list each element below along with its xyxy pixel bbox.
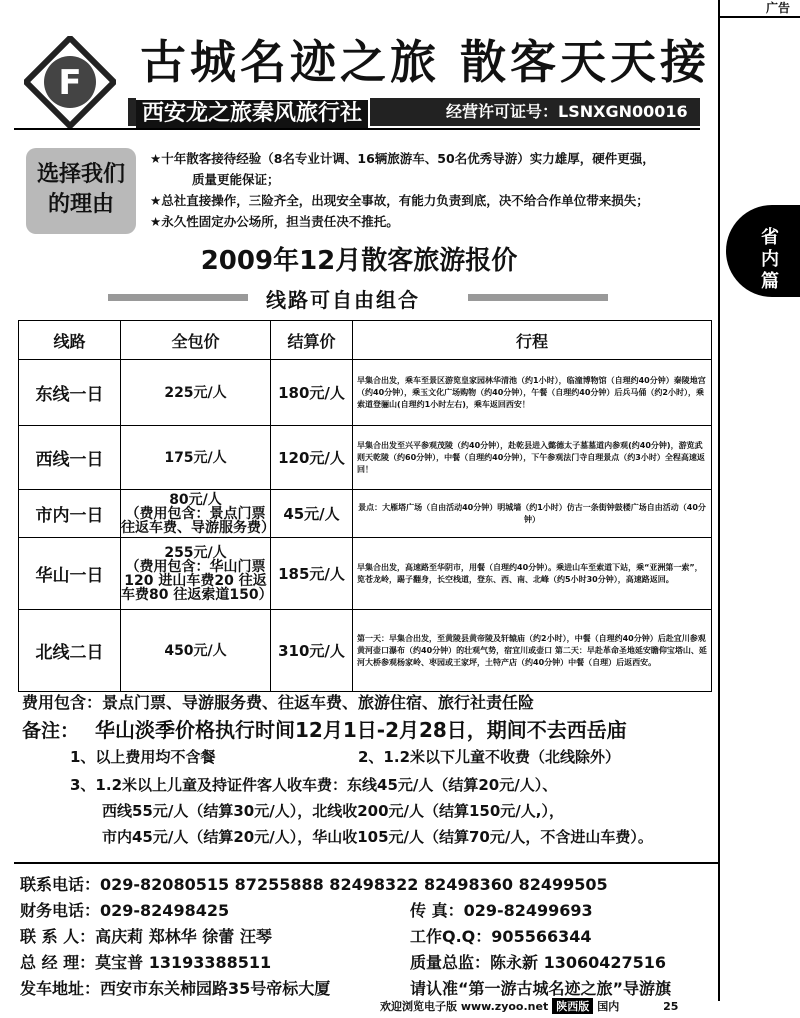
agency-name: 西安龙之旅秦风旅行社 [136, 98, 370, 130]
page-number: 25 [663, 1000, 679, 1013]
table-row [19, 426, 712, 490]
fax-number: 029-82499693 [463, 901, 593, 920]
route-name: 市内一日 [19, 490, 121, 538]
itinerary: 早集合出发至兴平参观茂陵（约40分钟），赴乾县进入懿德太子墓墓道内参观(约40分钟)，游览武则天乾陵（约60分钟），中餐（自理约40分钟），下午参观法门寺自理景点（约3小时）全程高速返回！ [353, 426, 712, 490]
route-name: 西线一日 [19, 426, 121, 490]
reason-item: ★十年散客接待经验（8名专业计调、16辆旅游车、50名优秀导游）实力雄厚，硬件更强， [150, 151, 655, 166]
remark-line [22, 714, 627, 743]
itinerary: 第一天：早集合出发，至黄陵县黄帝陵及轩辕庙（约2小时），中餐（自理约40分钟）后赴宜川参观黄河壶口瀑布（约40分钟）的壮观气势，宿宜川或壶口 第二天：早赴革命圣地延安瞻仰宝塔山、延河大桥参观杨家岭、枣园或王家坪，土特产店（约40分钟）中餐（自理）后返西安。 [353, 610, 712, 692]
reason-item: 质量更能保证； [192, 172, 280, 187]
footer [380, 998, 718, 1018]
qq-label: 工作Q.Q： [410, 927, 492, 946]
route-name: 北线二日 [19, 610, 121, 692]
slogan: 请认准“第一游古城名迹之旅”导游旗 [410, 979, 672, 998]
quality-label: 质量总监： [410, 953, 491, 972]
note-item: 2、1.2米以下儿童不收费（北线除外） [358, 748, 621, 766]
footer-brand: 陕西版 [552, 998, 593, 1014]
tab-char: 篇 [761, 271, 779, 292]
fax-label: 传 真： [410, 901, 464, 920]
agency-logo [24, 36, 116, 128]
route-name: 东线一日 [19, 360, 121, 426]
depart-address: 西安市东关柿园路35号帝标大厦 [100, 979, 331, 998]
note-item: 西线55元/人（结算30元/人），北线收200元/人（结算150元/人,）， [102, 802, 564, 820]
manager-info: 莫宝普 13193388511 [95, 953, 272, 972]
full-price-note: （费用包含：华山门票120 进山车费20 往返车费80 往返索道150） [121, 558, 273, 603]
header-itinerary: 行程 [353, 321, 712, 360]
price-subtitle-wrap [108, 286, 608, 312]
page-title: 古城名迹之旅 散客天天接 [140, 35, 711, 89]
full-price: 450元/人 [121, 610, 271, 692]
fax-line [410, 898, 593, 921]
manager-line [20, 950, 271, 973]
reasons-label-line: 的理由 [47, 192, 114, 217]
header-full-price: 全包价 [121, 321, 271, 360]
itinerary: 早集合出发，乘车至景区游览皇家园林华清池（约1小时），临潼博物馆（自理约40分钟）秦陵地宫（约40分钟），乘玉文化广场购物（约40分钟），午餐（自理约40分钟）后兵马俑（约2小时），乘索道登骊山(自理约1小时左右)，乘车返回西安！ [353, 360, 712, 426]
table-row [19, 538, 712, 610]
depart-line [20, 976, 330, 999]
full-price: 225元/人 [121, 360, 271, 426]
itinerary: 早集合出发，高速路至华阴市，用餐（自理约40分钟）。乘进山车至索道下站，乘“亚洲第一索”，览苍龙岭，踢子翻身，长空栈道，登东、西、南、北峰（约5小时30分钟），高速路返回。 [353, 538, 712, 610]
header-route: 线路 [19, 321, 121, 360]
manager-label: 总 经 理： [20, 953, 96, 972]
reason-item: ★永久性固定办公场所，担当责任决不推托。 [150, 214, 399, 229]
contacts-rule [14, 862, 718, 864]
full-price: 175元/人 [121, 426, 271, 490]
province-tab [726, 205, 800, 297]
note-item: 1、以上费用均不含餐 [70, 748, 216, 766]
full-price-note: （费用包含：景点门票 往返车费、导游服务费） [121, 505, 275, 536]
settle-price: 120元/人 [271, 426, 353, 490]
quality-line [410, 950, 666, 973]
table-row [19, 490, 712, 538]
tab-char: 省 [761, 227, 779, 248]
table-row [19, 610, 712, 692]
reasons-list [150, 148, 710, 232]
people-label: 联 系 人： [20, 927, 96, 946]
contact-people-line [20, 924, 272, 947]
settle-price: 185元/人 [271, 538, 353, 610]
header-settle: 结算价 [271, 321, 353, 360]
people-names: 高庆莉 郑林华 徐蕾 汪琴 [95, 927, 272, 946]
reason-item: ★总社直接操作，三险齐全，出现安全事故，有能力负责到底，决不给合作单位带来损失； [150, 193, 649, 208]
full-price-cell [121, 538, 271, 610]
page-divider [718, 16, 720, 1001]
contact-phone: 联系电话：029-82080515 87255888 82498322 82498360 82499505 [20, 875, 608, 894]
price-subtitle: 线路可自由组合 [266, 288, 420, 312]
qq-number: 905566344 [491, 927, 592, 946]
ad-label: 广告 [718, 0, 800, 18]
fee-include: 费用包含：景点门票、导游服务费、往返车费、旅游住宿、旅行社责任险 [22, 693, 535, 712]
decor-bar [468, 294, 608, 301]
settle-price: 180元/人 [271, 360, 353, 426]
tab-char: 内 [761, 249, 779, 270]
settle-price: 310元/人 [271, 610, 353, 692]
reasons-label-line: 选择我们 [36, 162, 125, 187]
remark-label: 备注： [22, 720, 80, 742]
depart-label: 发车地址： [20, 979, 101, 998]
full-price: 80元/人 [169, 491, 222, 508]
qq-line [410, 924, 592, 947]
note-item: 市内45元/人（结算20元/人），华山收105元/人（结算70元/人，不含进山车费）。 [102, 828, 653, 846]
quality-info: 陈永新 13060427516 [490, 953, 667, 972]
routes-table [18, 320, 712, 692]
decor-bar [108, 294, 248, 301]
note-item: 3、1.2米以上儿童及持证件客人收车费：东线45元/人（结算20元/人）、 [70, 776, 558, 794]
settle-price: 45元/人 [271, 490, 353, 538]
table-header-row [19, 321, 712, 360]
reasons-label [26, 148, 136, 234]
footer-section: 国内 [597, 1000, 620, 1013]
header-rule [14, 128, 700, 130]
remark-text: 华山淡季价格执行时间12月1日-2月28日，期间不去西岳庙 [95, 718, 627, 742]
price-title: 2009年12月散客旅游报价 [200, 246, 518, 276]
route-name: 华山一日 [19, 538, 121, 610]
finance-phone: 财务电话：029-82498425 [20, 901, 230, 920]
logo-letter: F [58, 63, 82, 103]
footer-text: 欢迎浏览电子版 www.zyoo.net [380, 1000, 549, 1013]
full-price: 255元/人 [164, 544, 227, 561]
full-price-cell [121, 490, 275, 538]
license-number: 经营许可证号：LSNXGN00016 [446, 102, 688, 121]
itinerary: 景点：大雁塔广场（自由活动40分钟）明城墙（约1小时）仿古一条街钟鼓楼广场自由活动（40分钟） [353, 490, 712, 538]
table-row [19, 360, 712, 426]
